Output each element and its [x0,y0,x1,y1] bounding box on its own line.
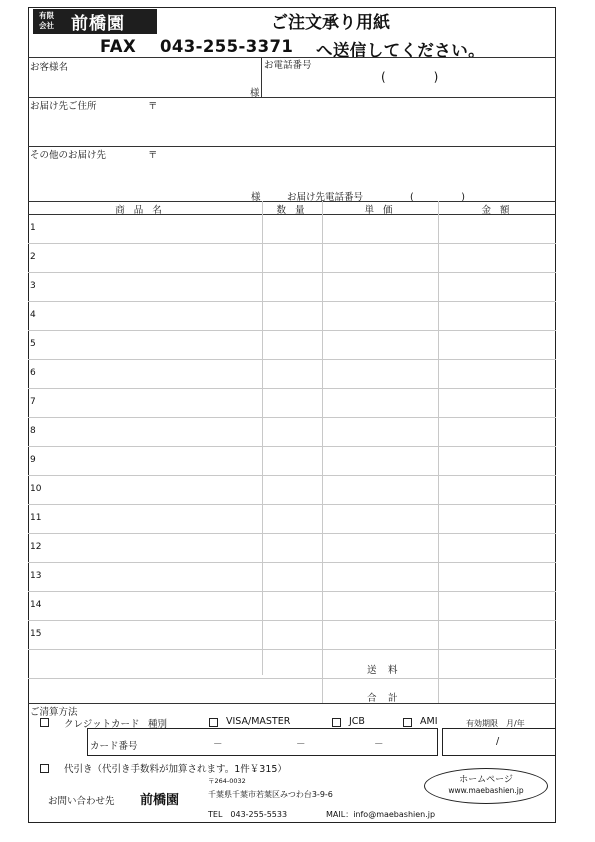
expiry-label: 有効期限 月/年 [466,719,525,728]
divider [28,97,556,98]
row-number: 11 [30,513,42,523]
divider [28,146,556,147]
fax-label: FAX [100,37,137,56]
row-separator [28,649,556,650]
contact-company: 前橋園 [140,793,180,808]
payment-title: ご清算方法 [30,707,78,718]
row-separator [28,330,556,331]
row-separator [28,446,556,447]
other-delivery-label: その他のお届け先 [30,150,107,161]
row-number: 2 [30,252,36,262]
card-dash-3: － [374,739,384,750]
header-quantity: 数 量 [276,205,308,216]
row-number: 1 [30,223,36,233]
row-separator [28,533,556,534]
row-separator [28,620,556,621]
row-separator [28,388,556,389]
card-type-label: 種別 [148,719,168,730]
row-separator [28,475,556,476]
jcb-checkbox[interactable] [332,718,341,727]
contact-postal: 〒264-0032 [208,777,246,785]
row-separator [28,417,556,418]
postal-mark: 〒 [148,101,158,112]
row-separator [28,562,556,563]
row-number: 10 [30,484,42,494]
fax-instruction: へ送信してください。 [316,41,485,60]
cod-checkbox[interactable] [40,764,49,773]
row-separator [28,301,556,302]
ami-checkbox[interactable] [403,718,412,727]
ami-label: AMI [420,716,438,727]
credit-card-label: クレジットカード [64,719,140,730]
header-amount: 金 額 [481,205,513,216]
card-dash-2: － [296,739,306,750]
row-separator [28,591,556,592]
contact-tel: TEL 043-255-5533 [208,810,288,819]
divider [28,703,556,704]
row-separator [28,678,556,679]
customer-name-label: お客様名 [30,62,69,73]
row-separator [28,359,556,360]
postal-mark: 〒 [148,150,158,161]
company-logo [33,9,157,34]
header-unit-price: 単 価 [364,205,396,216]
homepage-label: ホームページ [459,775,513,785]
address-label: お届け先ご住所 [30,101,97,112]
header-product: 商 品 名 [115,205,165,216]
cod-label: 代引き（代引き手数料が加算されます。1件￥315） [64,764,287,775]
other-phone-label: お届け先電話番号 [287,192,364,203]
row-number: 13 [30,571,42,581]
row-number: 9 [30,455,36,465]
fax-number: 043-255-3371 [160,37,294,56]
row-number: 5 [30,339,36,349]
contact-mail[interactable]: MAIL：info@maebashien.jp [326,810,436,819]
visa-master-checkbox[interactable] [209,718,218,727]
logo-name: 前橋園 [71,14,125,34]
phone-parens: ( ) [381,70,439,84]
form-frame [28,7,556,823]
phone-label: お電話番号 [264,60,312,71]
homepage-url[interactable]: www.maebashien.jp [448,786,524,795]
jcb-label: JCB [349,716,365,727]
row-number: 14 [30,600,42,610]
card-number-field[interactable] [87,728,438,756]
row-number: 7 [30,397,36,407]
row-number: 6 [30,368,36,378]
credit-card-checkbox[interactable] [40,718,49,727]
column-divider [438,201,439,703]
contact-address: 千葉県千葉市若葉区みつわ台3-9-6 [208,790,333,799]
row-separator [28,504,556,505]
logo-kind-top: 有限 [39,11,54,20]
card-number-label: カード番号 [90,741,138,752]
shipping-label: 送 料 [367,665,399,676]
card-dash-1: － [213,739,223,750]
row-number: 4 [30,310,36,320]
row-separator [28,243,556,244]
row-number: 15 [30,629,42,639]
logo-kind-bottom: 会社 [39,21,54,30]
contact-label: お問い合わせ先 [48,796,115,807]
row-number: 8 [30,426,36,436]
other-phone-parens: ( ) [410,192,465,203]
row-number: 12 [30,542,42,552]
expiry-slash: / [496,736,500,747]
total-label: 合 計 [367,693,399,704]
customer-honorific: 様 [250,88,260,99]
row-number: 3 [30,281,36,291]
form-title: ご注文承り用紙 [271,13,390,33]
other-honorific: 様 [251,192,261,203]
visa-master-label: VISA/MASTER [226,716,291,727]
row-separator [28,272,556,273]
column-divider [322,201,323,703]
divider [261,57,262,97]
column-divider [262,201,263,675]
